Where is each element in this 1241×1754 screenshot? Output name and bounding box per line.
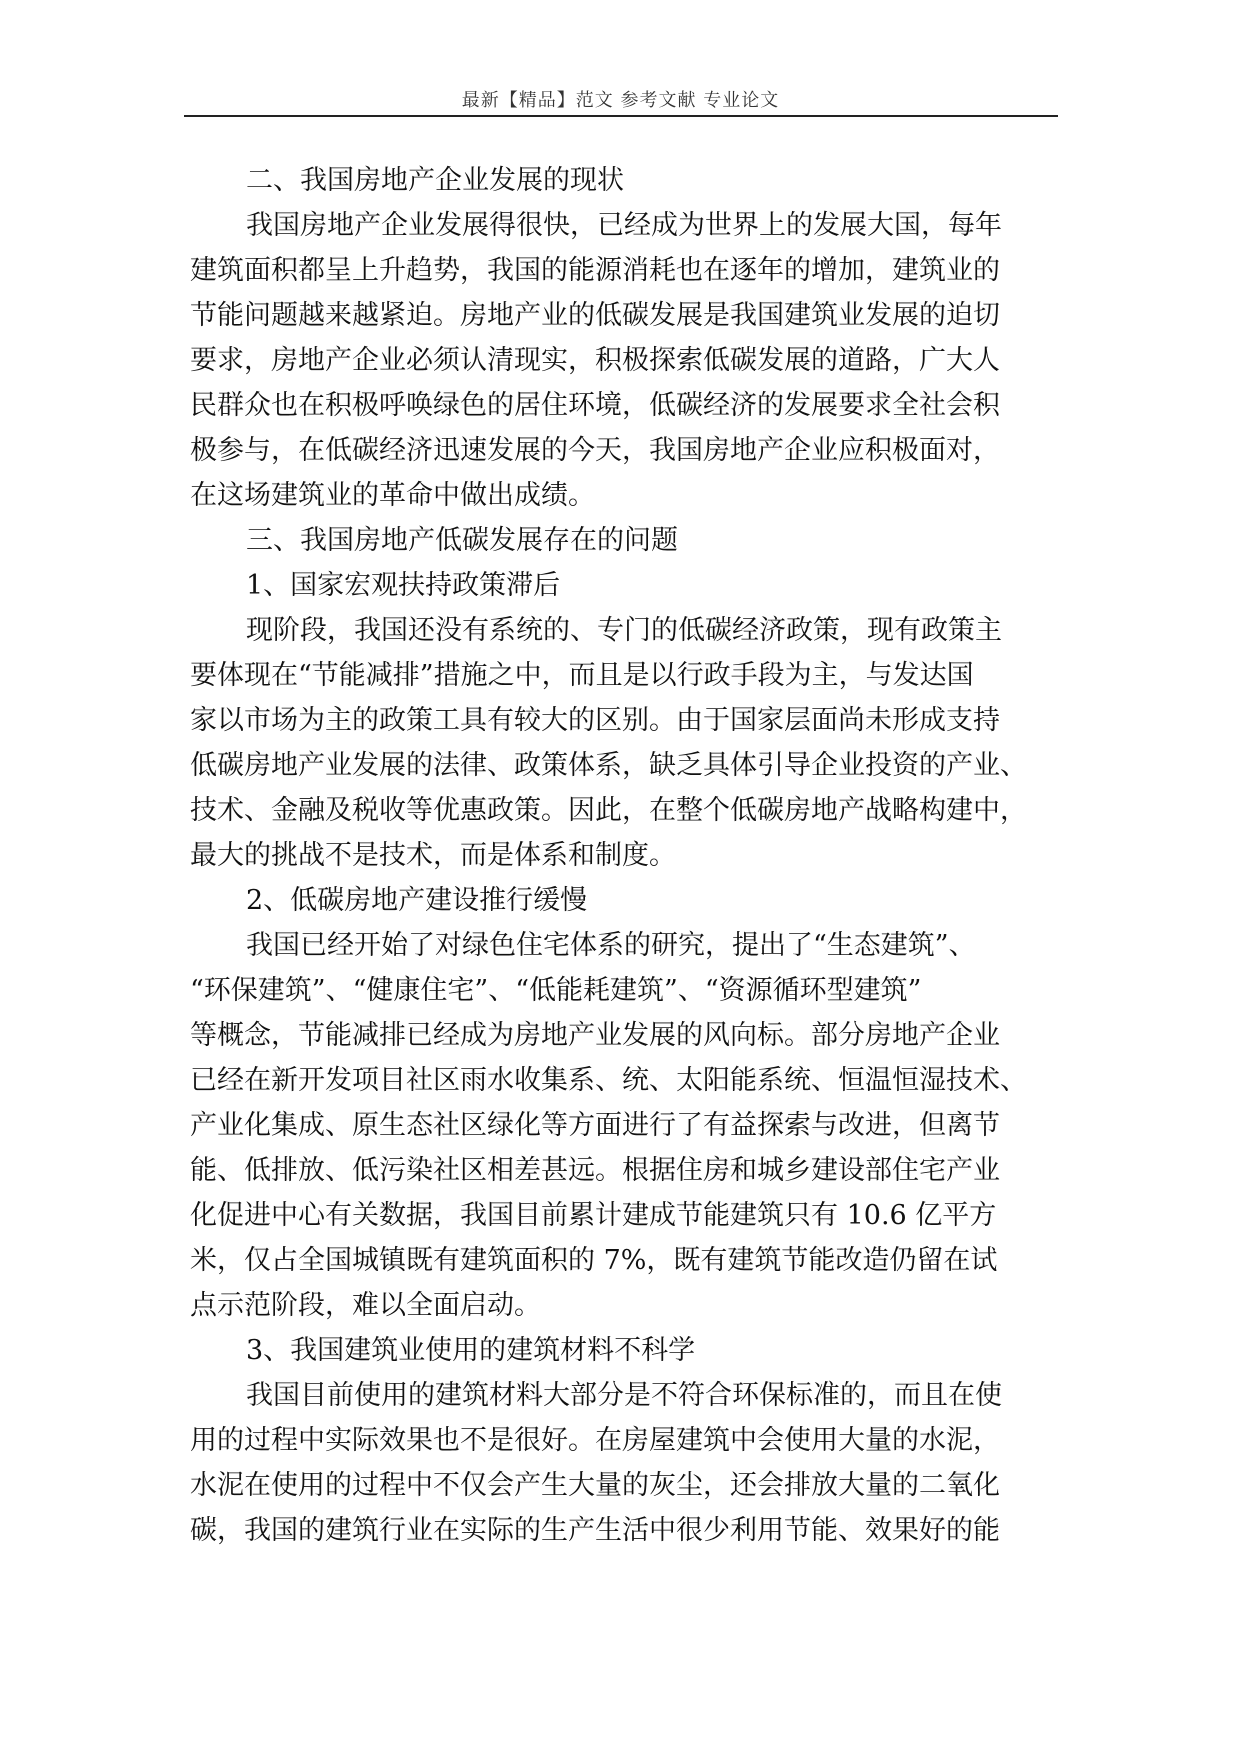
text-line: 我国已经开始了对绿色住宅体系的研究，提出了“生态建筑”、: [246, 930, 976, 961]
text-line: 已经在新开发项目社区雨水收集系、统、太阳能系统、恒温恒湿技术、: [190, 1065, 1027, 1096]
text-line: 最大的挑战不是技术，而是体系和制度。: [190, 840, 676, 871]
text-line: 化促进中心有关数据，我国目前累计建成节能建筑只有 10.6 亿平方: [190, 1200, 997, 1231]
text-line: 低碳房地产业发展的法律、政策体系，缺乏具体引导企业投资的产业、: [190, 750, 1027, 781]
text-line: 要体现在“节能减排”措施之中，而且是以行政手段为主，与发达国: [190, 660, 974, 691]
text-line: 碳，我国的建筑行业在实际的生产生活中很少利用节能、效果好的能: [190, 1515, 1000, 1546]
text-line: 三、我国房地产低碳发展存在的问题: [246, 525, 678, 556]
text-line: 点示范阶段，难以全面启动。: [190, 1290, 541, 1321]
text-line: “环保建筑”、“健康住宅”、“低能耗建筑”、“资源循环型建筑”: [190, 975, 922, 1006]
text-line: 极参与，在低碳经济迅速发展的今天，我国房地产企业应积极面对，: [190, 435, 1000, 466]
text-line: 能、低排放、低污染社区相差甚远。根据住房和城乡建设部住宅产业: [190, 1155, 1000, 1186]
text-line: 3、我国建筑业使用的建筑材料不科学: [246, 1335, 696, 1366]
text-line: 我国目前使用的建筑材料大部分是不符合环保标准的，而且在使: [246, 1380, 1002, 1411]
document-body: [190, 158, 1056, 1553]
page-header: 最新【精品】范文 参考文献 专业论文: [461, 90, 780, 111]
text-line: 家以市场为主的政策工具有较大的区别。由于国家层面尚未形成支持: [190, 705, 1000, 736]
text-line: 等概念，节能减排已经成为房地产业发展的风向标。部分房地产企业: [190, 1020, 1000, 1051]
text-line: 二、我国房地产企业发展的现状: [246, 165, 624, 196]
text-line: 水泥在使用的过程中不仅会产生大量的灰尘，还会排放大量的二氧化: [190, 1470, 1000, 1501]
text-line: 建筑面积都呈上升趋势，我国的能源消耗也在逐年的增加，建筑业的: [190, 255, 1000, 286]
text-line: 我国房地产企业发展得很快，已经成为世界上的发展大国，每年: [246, 210, 1002, 241]
header-rule: [184, 115, 1058, 117]
text-line: 产业化集成、原生态社区绿化等方面进行了有益探索与改进，但离节: [190, 1110, 1000, 1141]
text-line: 现阶段，我国还没有系统的、专门的低碳经济政策，现有政策主: [246, 615, 1002, 646]
text-line: 民群众也在积极呼唤绿色的居住环境，低碳经济的发展要求全社会积: [190, 390, 1000, 421]
text-line: 2、低碳房地产建设推行缓慢: [246, 885, 588, 916]
text-line: 在这场建筑业的革命中做出成绩。: [190, 480, 595, 511]
text-line: 用的过程中实际效果也不是很好。在房屋建筑中会使用大量的水泥，: [190, 1425, 1000, 1456]
text-line: 米，仅占全国城镇既有建筑面积的 7%，既有建筑节能改造仍留在试: [190, 1245, 998, 1276]
text-line: 1、国家宏观扶持政策滞后: [246, 570, 561, 601]
text-line: 技术、金融及税收等优惠政策。因此，在整个低碳房地产战略构建中，: [190, 795, 1027, 826]
text-line: 要求，房地产企业必须认清现实，积极探索低碳发展的道路，广大人: [190, 345, 1000, 376]
text-line: 节能问题越来越紧迫。房地产业的低碳发展是我国建筑业发展的迫切: [190, 300, 1000, 331]
